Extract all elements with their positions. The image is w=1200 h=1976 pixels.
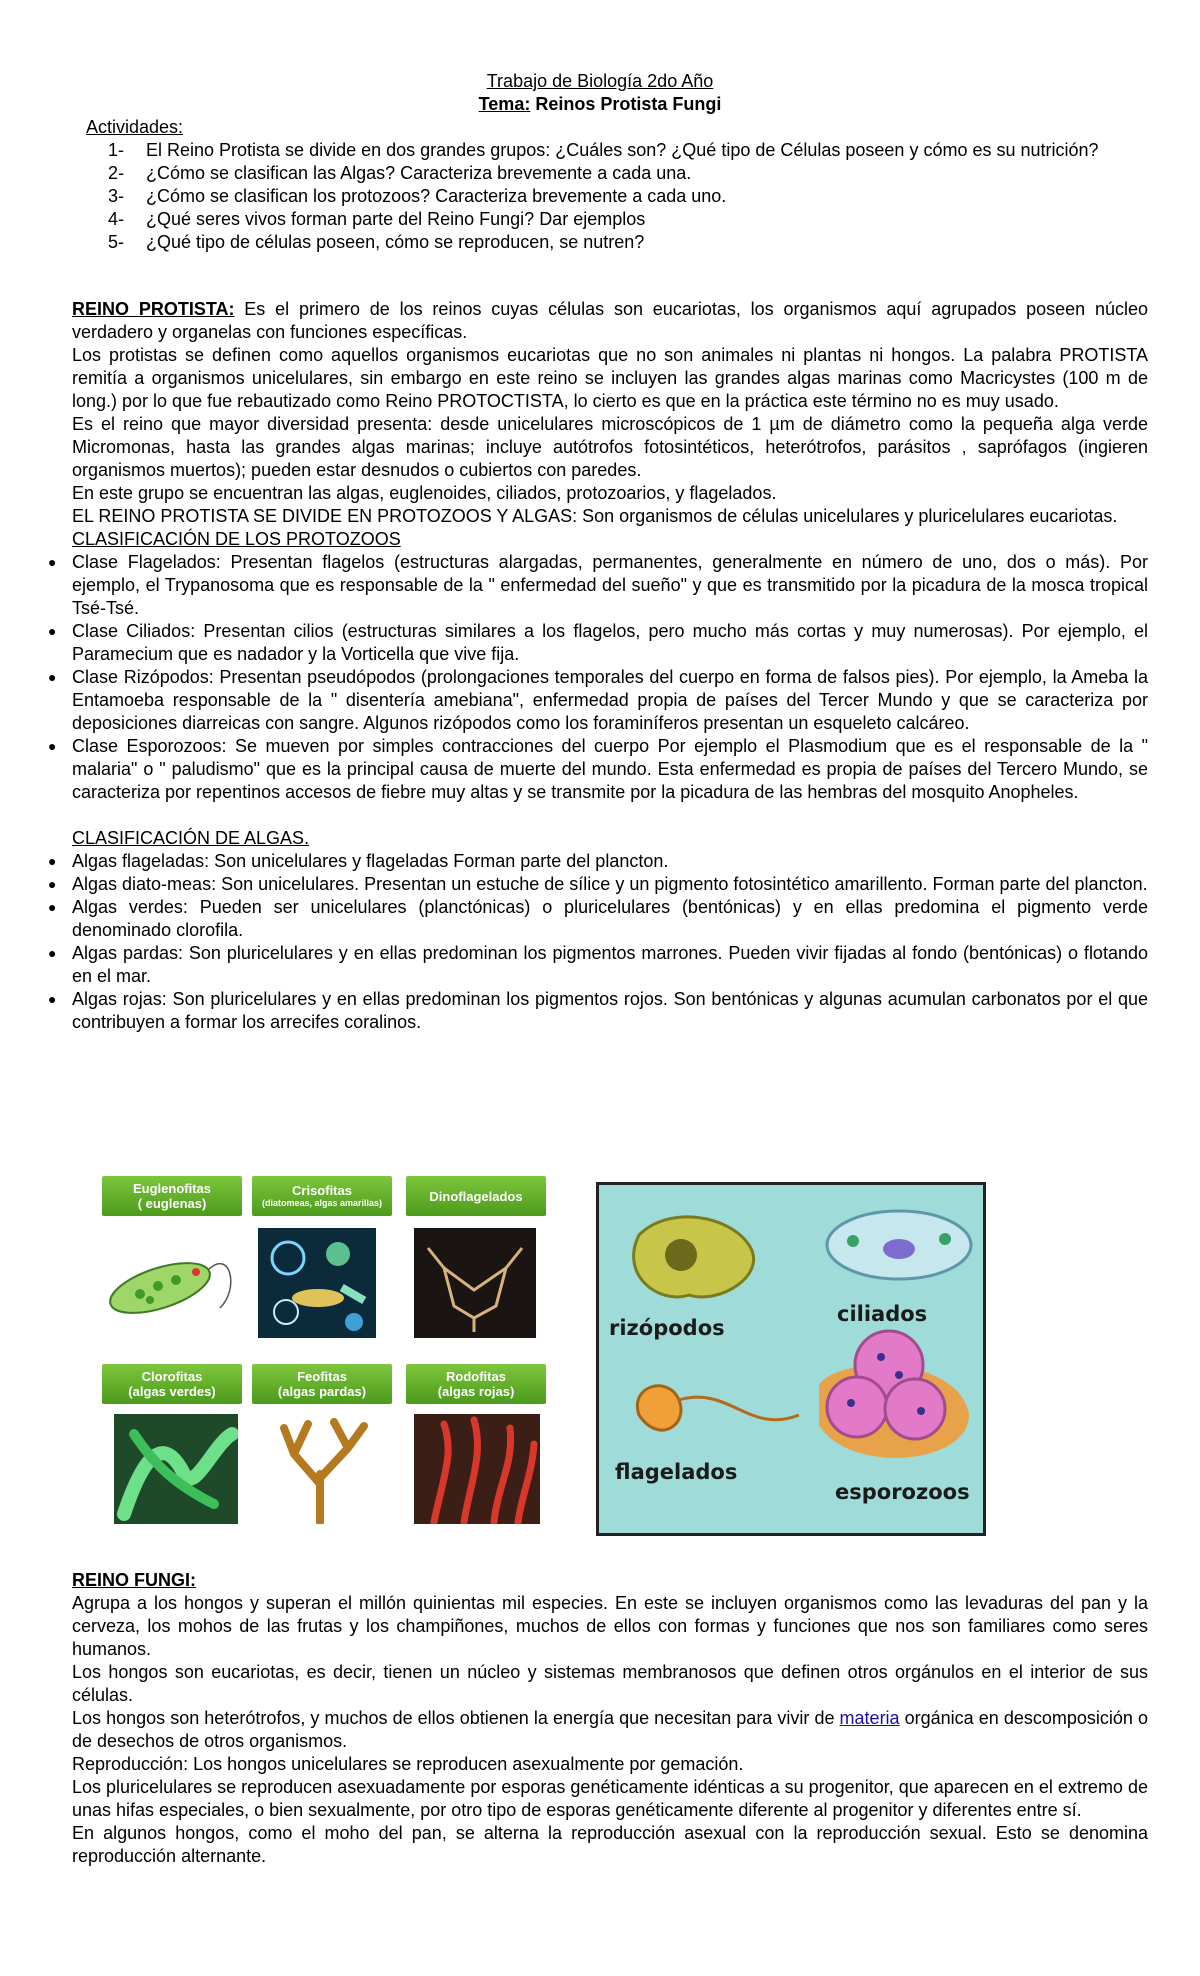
label-rodofitas (406, 1364, 546, 1404)
label-line: Crisofitas (292, 1183, 352, 1198)
activity-number: 5- (108, 232, 125, 252)
euglena-image (100, 1228, 248, 1338)
activity-item (86, 162, 1146, 185)
protozoo-text: Clase Rizópodos: Presentan pseudópodos (prolongaciones temporales del cuerpo en forma de falsos pies). Por ejemplo, la Ameba la Entamoeba responsable de la " disentería amebiana", enfermedad propia de países del Tercer Mundo y que se caracteriza por deposiciones diarreicas con sangre. Algunos rizópodos como los foraminíferos presentan un esqueleto calcáreo. (72, 667, 1148, 733)
protozoo-item (48, 735, 1148, 804)
label-line: (algas pardas) (277, 1384, 367, 1399)
bullet-icon: ● (48, 945, 57, 961)
label-clorofitas (102, 1364, 242, 1404)
spacer (72, 804, 1148, 827)
alga-text: Algas pardas: Son pluricelulares y en ellas predominan los pigmentos marrones. Pueden vivir fijadas al fondo (bentónicas) o flotando en el mar. (72, 943, 1148, 986)
protozoo-item (48, 666, 1148, 735)
caption-flagelados: flagelados (615, 1460, 738, 1484)
bullet-icon: ● (48, 899, 57, 915)
alga-item (48, 988, 1148, 1034)
label-euglenofitas (102, 1176, 242, 1216)
alga-text: Algas diato-meas: Son unicelulares. Presentan un estuche de sílice y un pigmento fotosintético amarillento. Forman parte del plancton. (72, 874, 1148, 894)
bullet-icon: ● (48, 623, 57, 639)
activity-number: 3- (108, 186, 125, 206)
alga-item (48, 850, 1148, 873)
diatoms-image (258, 1228, 376, 1338)
protista-paragraph: Es el reino que mayor diversidad presenta: desde unicelulares microscópicos de 1 µm de diámetro como la pequeña alga verde Micromonas, hasta las grandes algas marinas; incluye autótrofos fotosintéticos, heterótrofos, parásitos , saprófagos (ingieren organismos muertos); pueden estar desnudos o cubiertos con paredes. (72, 414, 1148, 480)
protozoo-text: Clase Ciliados: Presentan cilios (estructuras similares a los flagelos, pero mucho más cortas y muy numerosas). Por ejemplo, el Paramecium que es nadador y la Vorticella que vive fija. (72, 621, 1148, 664)
protista-intro (72, 298, 1148, 344)
protozoos-heading: CLASIFICACIÓN DE LOS PROTOZOOS (72, 529, 401, 549)
red-algae-image (414, 1414, 540, 1524)
topic-value: Reinos Protista Fungi (530, 94, 722, 114)
activity-item (86, 231, 1146, 254)
caption-esporozoos: esporozoos (835, 1480, 970, 1504)
green-algae-image (114, 1414, 238, 1524)
activity-text: ¿Qué seres vivos forman parte del Reino Fungi? Dar ejemplos (146, 209, 646, 229)
alga-item (48, 942, 1148, 988)
fungi-section (72, 1569, 1148, 1868)
alga-text: Algas flageladas: Son unicelulares y flageladas Forman parte del plancton. (72, 851, 669, 871)
protista-paragraph: Los protistas se definen como aquellos organismos eucariotas que no son animales ni plantas ni hongos. La palabra PROTISTA remitía a organismos unicelulares, sin embargo en este reino se incluyen las grandes algas marinas como Macricystes (100 m de long.) por lo que fue rebautizado como Reino PROTOCTISTA, lo cierto es que en la práctica este término no es muy usado. (72, 345, 1148, 411)
activity-text: ¿Cómo se clasifican los protozoos? Caracteriza brevemente a cada uno. (146, 186, 727, 206)
alga-item (48, 896, 1148, 942)
bullet-icon: ● (48, 991, 57, 1007)
label-line: (algas verdes) (128, 1384, 216, 1399)
fungi-text: orgánica en descomposición o de desechos de otros organismos. (72, 1708, 1148, 1751)
bullet-icon: ● (48, 876, 57, 892)
fungi-paragraph: Los pluricelulares se reproducen asexuadamente por esporas genéticamente idénticas a su progenitor, que aparecen en el extremo de unas hifas especiales, o bien sexualmente, por otro tipo de esporas genéticamente diferente al progenitor y diferentes entre sí. (72, 1777, 1148, 1820)
dinoflagellates-image (414, 1228, 536, 1338)
bullet-icon: ● (48, 554, 57, 570)
activity-item (86, 208, 1146, 231)
brown-algae-image (264, 1414, 376, 1524)
label-dinoflagelados (406, 1176, 546, 1216)
activities-section (86, 116, 1146, 254)
bullet-icon: ● (48, 853, 57, 869)
document-title: Trabajo de Biología 2do Año (486, 71, 714, 91)
fungi-paragraph: Reproducción: Los hongos unicelulares se reproducen asexualmente por gemación. (72, 1754, 744, 1774)
label-line: Euglenofitas (132, 1181, 211, 1196)
label-line: ( euglenas) (137, 1196, 207, 1211)
fungi-heading: REINO FUNGI: (72, 1570, 196, 1590)
protozoo-item (48, 620, 1148, 666)
protista-intro-text: Es el primero de los reinos cuyas células son eucariotas, los organismos aquí agrupados poseen núcleo verdadero y organelas con funciones específicas. (72, 299, 1148, 342)
caption-rizopodos: rizópodos (609, 1316, 725, 1340)
activity-text: ¿Cómo se clasifican las Algas? Caracteriza brevemente a cada una. (146, 163, 692, 183)
fungi-paragraph: En algunos hongos, como el moho del pan, se alterna la reproducción asexual con la reproducción sexual. Esto se denomina reproducción alternante. (72, 1823, 1148, 1866)
label-line: Clorofitas (141, 1369, 203, 1384)
activity-number: 4- (108, 209, 125, 229)
activity-text: El Reino Protista se divide en dos grandes grupos: ¿Cuáles son? ¿Qué tipo de Células poseen y cómo es su nutrición? (146, 140, 1099, 160)
activity-number: 1- (108, 140, 125, 160)
caption-ciliados: ciliados (837, 1302, 928, 1326)
figures-area (100, 1160, 1000, 1520)
fungi-paragraph: Agrupa a los hongos y superan el millón quinientas mil especies. En este se incluyen organismos como las levaduras del pan y la cerveza, los mohos de las frutas y los champiñones, muchos de ellos con formas y funciones que nos son familiares como seres humanos. (72, 1593, 1148, 1659)
label-line: Rodofitas (446, 1369, 506, 1384)
algas-heading: CLASIFICACIÓN DE ALGAS. (72, 828, 310, 848)
protozoo-text: Clase Esporozoos: Se mueven por simples contracciones del cuerpo Por ejemplo el Plasmodium que es el responsable de la " malaria" o " paludismo" que es la principal causa de muerte del mundo. Esta enfermedad es propia de países del Tercero Mundo, se caracteriza por repentinos accesos de fiebre muy altas y se transmite por la picadura de las hembras del mosquito Anopheles. (72, 736, 1148, 802)
activity-number: 2- (108, 163, 125, 183)
protozoa-illustration (596, 1182, 986, 1536)
topic-line (0, 93, 1200, 116)
protista-heading: REINO PROTISTA: (72, 299, 235, 319)
bullet-icon: ● (48, 738, 57, 754)
label-feofitas (252, 1364, 392, 1404)
materia-link[interactable]: materia (839, 1708, 900, 1728)
activity-item (86, 185, 1146, 208)
fungi-paragraph: Los hongos son eucariotas, es decir, tienen un núcleo y sistemas membranosos que definen otros orgánulos en el interior de sus células. (72, 1662, 1148, 1705)
fungi-text: Los hongos son heterótrofos, y muchos de ellos obtienen la energía que necesitan para vivir de (72, 1708, 840, 1728)
label-line: (diatomeas, algas amarillas) (261, 1198, 383, 1208)
alga-text: Algas verdes: Pueden ser unicelulares (planctónicas) o pluricelulares (bentónicas) y en ellas predomina el pigmento verde denominado clorofila. (72, 897, 1148, 940)
alga-item (48, 873, 1148, 896)
document-header (0, 70, 1200, 116)
fungi-paragraph (72, 1707, 1148, 1753)
protista-paragraph: En este grupo se encuentran las algas, euglenoides, ciliados, protozoarios, y flagelados. (72, 483, 777, 503)
activity-item (86, 139, 1146, 162)
protista-section (48, 298, 1148, 1034)
protozoo-text: Clase Flagelados: Presentan flagelos (estructuras alargadas, permanentes, generalmente en número de uno, dos o más). Por ejemplo, el Trypanosoma que es responsable de la " enfermedad del sueño" y que es transmitido por la picadura de la mosca tropical Tsé-Tsé. (72, 552, 1148, 618)
protozoo-item (48, 551, 1148, 620)
label-line: Dinoflagelados (429, 1188, 523, 1204)
activity-text: ¿Qué tipo de células poseen, cómo se reproducen, se nutren? (146, 232, 645, 252)
alga-text: Algas rojas: Son pluricelulares y en ellas predominan los pigmentos rojos. Son bentónicas y algunas acumulan carbonatos por el que contribuyen a formar los arrecifes coralinos. (72, 989, 1148, 1032)
bullet-icon: ● (48, 669, 57, 685)
topic-label: Tema: (478, 94, 531, 114)
label-line: (algas rojas) (437, 1384, 515, 1399)
activities-label: Actividades: (86, 117, 184, 137)
label-line: Feofitas (297, 1369, 347, 1384)
protista-paragraph: EL REINO PROTISTA SE DIVIDE EN PROTOZOOS Y ALGAS: Son organismos de células unicelulares y pluricelulares eucariotas. (72, 506, 1118, 526)
label-crisofitas (252, 1176, 392, 1216)
